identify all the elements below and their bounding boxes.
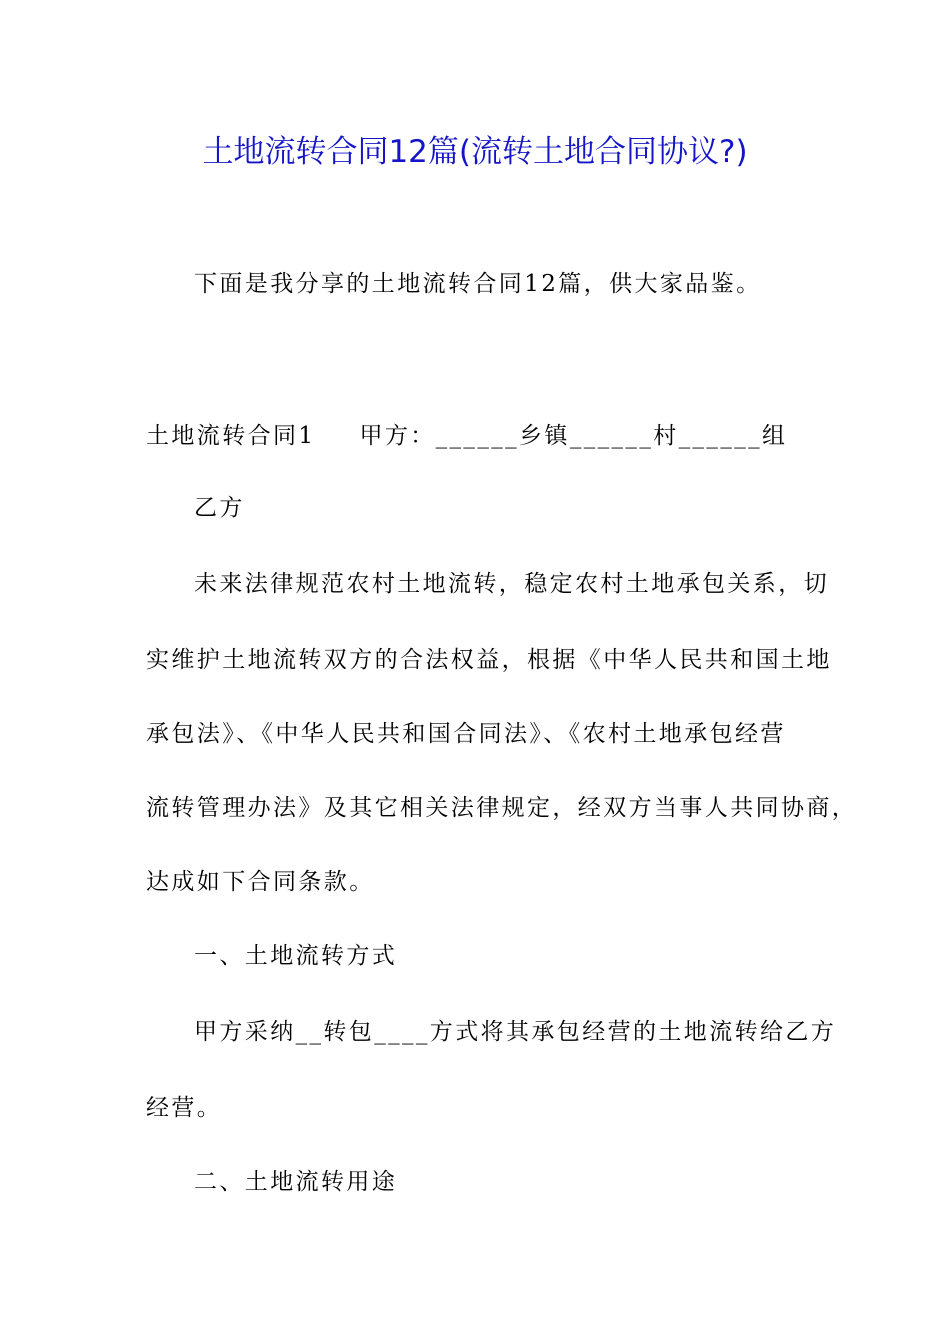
intro-paragraph: 下面是我分享的土地流转合同12篇，供大家品鉴。 — [194, 271, 762, 297]
document-title: 土地流转合同12篇(流转土地合同协议?) — [202, 134, 748, 170]
section-line: 甲方采纳__转包____方式将其承包经营的土地流转给乙方 — [194, 1019, 837, 1045]
contract-1-header-line — [146, 420, 787, 452]
preamble-line: 流转管理办法》及其它相关法律规定，经双方当事人共同协商， — [146, 795, 858, 821]
section-heading: 二、土地流转用途 — [194, 1169, 398, 1195]
party-a-field: 甲方：______乡镇______村______组 — [359, 423, 788, 449]
party-b-field: 乙方 — [194, 495, 245, 521]
section-heading: 一、土地流转方式 — [194, 943, 398, 969]
preamble-line: 实维护土地流转双方的合法权益，根据《中华人民共和国土地 — [146, 647, 832, 673]
section-line: 经营。 — [146, 1095, 223, 1121]
preamble-line: 未来法律规范农村土地流转，稳定农村土地承包关系，切 — [194, 571, 829, 597]
preamble-line: 达成如下合同条款。 — [146, 869, 375, 895]
preamble-line: 承包法》、《中华人民共和国合同法》、《农村土地承包经营 — [146, 721, 786, 747]
contract-heading: 土地流转合同1 — [146, 423, 316, 449]
